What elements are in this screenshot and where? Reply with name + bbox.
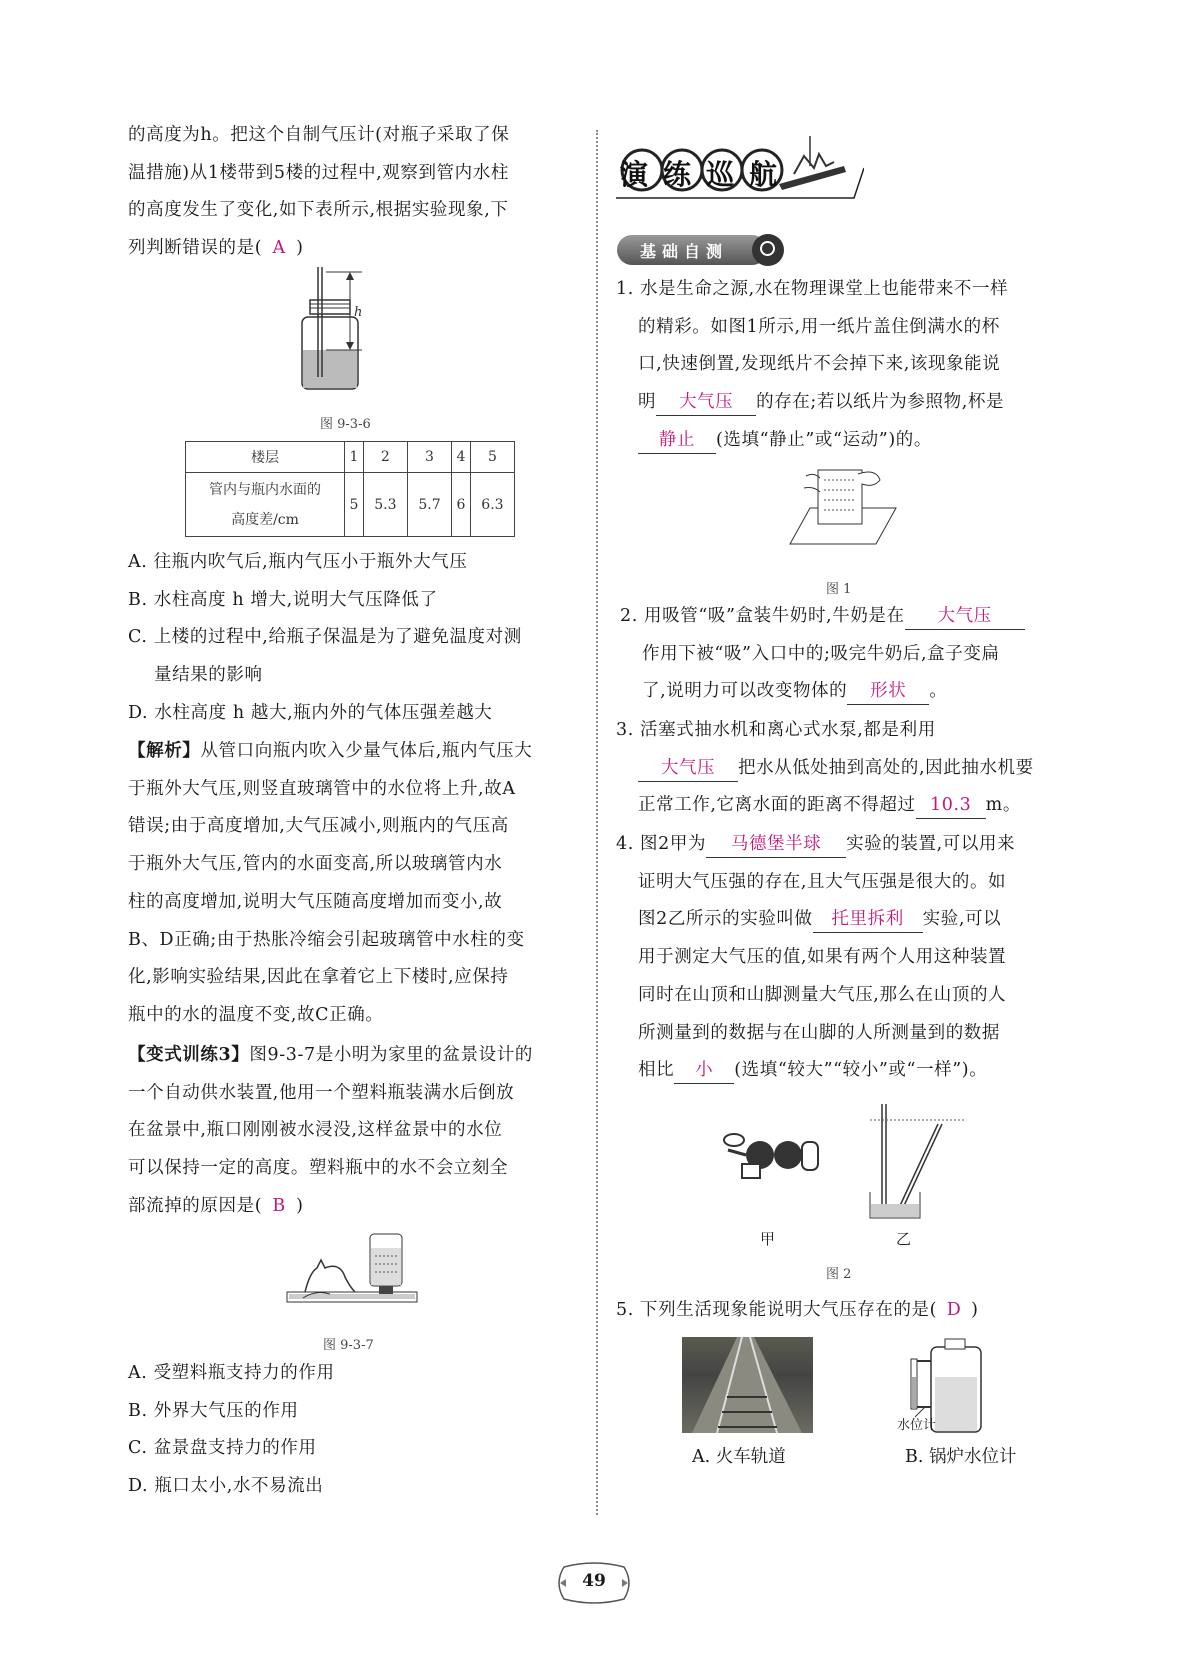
fig-937-caption: 图 9-3-7 [323, 1338, 374, 1353]
gauge-label: 水位计 [897, 1418, 937, 1433]
q3: 3. 活塞式抽水机和离心式水泵,都是利用 大气压 把水从低处抽到高处的,因此抽水机要 正常工作,它离水面的距离不得超过 10.3 m。 [616, 712, 1066, 825]
q1-answer-2: 静止 [638, 427, 716, 454]
variant-option-c: C. 盆景盘支持力的作用 [128, 1438, 317, 1459]
banner-title: 演练巡航 [620, 158, 793, 191]
section-title: 基础自测 [640, 242, 729, 261]
q5-option-a: A. 火车轨道 [692, 1447, 786, 1467]
q4: 4. 图2甲为 马德堡半球 实验的装置,可以用来 证明大气压强的存在,且大气压强是很大的。如 图2乙所示的实验叫做 托里拆利 实验,可以 用于测定大气压的值,如果有两个人用这种装置 同时在山顶和山脚测量大气压,那么在山顶的人 所测量到的数据与在山脚的人所测量到的数据 相比 小 (选填“较大”“较小”或“一样”)。 [616, 826, 1066, 1090]
q5-answer: D [946, 1300, 962, 1320]
q3-answer-2: 10.3 [916, 792, 986, 819]
variant-options [128, 1355, 574, 1506]
column-divider [596, 130, 598, 1515]
q3-answer-1: 大气压 [638, 755, 738, 782]
option-b: B. 水柱高度 h 增大,说明大气压降低了 [128, 589, 438, 610]
option-d: D. 水柱高度 h 越大,瓶内外的气体压强差越大 [128, 702, 493, 723]
h-label: h [354, 305, 363, 320]
q2-answer-2: 形状 [847, 678, 929, 705]
railway-photo [682, 1337, 813, 1433]
fig-936-caption: 图 9-3-6 [320, 417, 371, 432]
q4-answer-2: 托里拆利 [813, 906, 923, 933]
figure-2 [720, 1100, 970, 1220]
options-list: A. 往瓶内吹气后,瓶内气压小于瓶外大气压 B. 水柱高度 h 增大,说明大气压降低了 C. 上楼的过程中,给瓶子保温是为了避免温度对测 量结果的影响 D. 水柱高度 h 越大,瓶内外的气体压强差越大 [128, 544, 574, 733]
variant-option-d: D. 瓶口太小,水不易流出 [128, 1476, 324, 1497]
fig-2-jia: 甲 [760, 1230, 776, 1248]
q1: 1. 水是生命之源,水在物理课堂上也能带来不一样 的精彩。如图1所示,用一纸片盖住倒满水的杯 口,快速倒置,发现纸片不会掉下来,该现象能说 明 大气压 的存在;若以纸片为参照物,杯是 静止 (选填“静止”或“运动”)的。 [616, 271, 1066, 460]
answer-b: B [272, 1195, 286, 1216]
q2-answer-1: 大气压 [905, 603, 1025, 630]
q5: 5. 下列生活现象能说明大气压存在的是( D ) [616, 1292, 1066, 1330]
fig-2-yi: 乙 [896, 1230, 912, 1248]
answer-a: A [272, 238, 286, 259]
figure-9-3-6 [290, 262, 390, 392]
q1-answer-1: 大气压 [656, 389, 756, 416]
q2: 2. 用吸管“吸”盒装牛奶时,牛奶是在 大气压 作用下被“吸”入口中的;吸完牛奶后,盒子变扁 了,说明力可以改变物体的 形状 。 [620, 598, 1066, 711]
q4-answer-3: 小 [674, 1057, 734, 1084]
q5-option-b: B. 锅炉水位计 [905, 1447, 1017, 1467]
fig-2-caption: 图 2 [826, 1267, 852, 1282]
q4-answer-1: 马德堡半球 [706, 831, 846, 858]
search-icon-lens [760, 241, 775, 256]
page-number: 49 [552, 1561, 636, 1605]
figure-1 [788, 466, 898, 548]
floor-table: 楼层 1 2 3 4 5 管内与瓶内水面的 高度差/cm 5 5.3 5.7 6 6.3 [185, 441, 515, 537]
fig-1-caption: 图 1 [826, 582, 852, 597]
variant-block: 【变式训练3】图9-3-7是小明为家里的盆景设计的 一个自动供水装置,他用一个塑料瓶装满水后倒放 在盆景中,瓶口刚刚被水浸没,这样盆景中的水位 可以保持一定的高度。塑料瓶中的水不会立刻全 部流掉的原因是( B ) [128, 1037, 574, 1226]
option-a: A. 往瓶内吹气后,瓶内气压小于瓶外大气压 [128, 552, 468, 572]
variant-option-a: A. 受塑料瓶支持力的作用 [128, 1363, 335, 1383]
option-c: C. 上楼的过程中,给瓶子保温是为了避免温度对测 [128, 627, 522, 648]
figure-9-3-7 [285, 1232, 420, 1312]
variant-option-b: B. 外界大气压的作用 [128, 1400, 299, 1421]
question-intro: 的高度为h。把这个自制气压计(对瓶子采取了保 温措施)从1楼带到5楼的过程中,观察到管内水柱 的高度发生了变化,如下表所示,根据实验现象,下 列判断错误的是( A ) [128, 117, 574, 268]
analysis-block: 【解析】从管口向瓶内吹入少量气体后,瓶内气压大 于瓶外大气压,则竖直玻璃管中的水位将上升,故A 错误;由于高度增加,大气压减小,则瓶内的气压高 于瓶外大气压,管内的水面变高,所以玻璃管内水 柱的高度增加,说明大气压随高度增加而变小,故 B、D正确;由于热胀冷缩会引起玻璃管中水柱的变 化,影响实验结果,因此在拿着它上下楼时,应保持 瓶中的水的温度不变,故C正确。 [128, 741, 533, 1025]
